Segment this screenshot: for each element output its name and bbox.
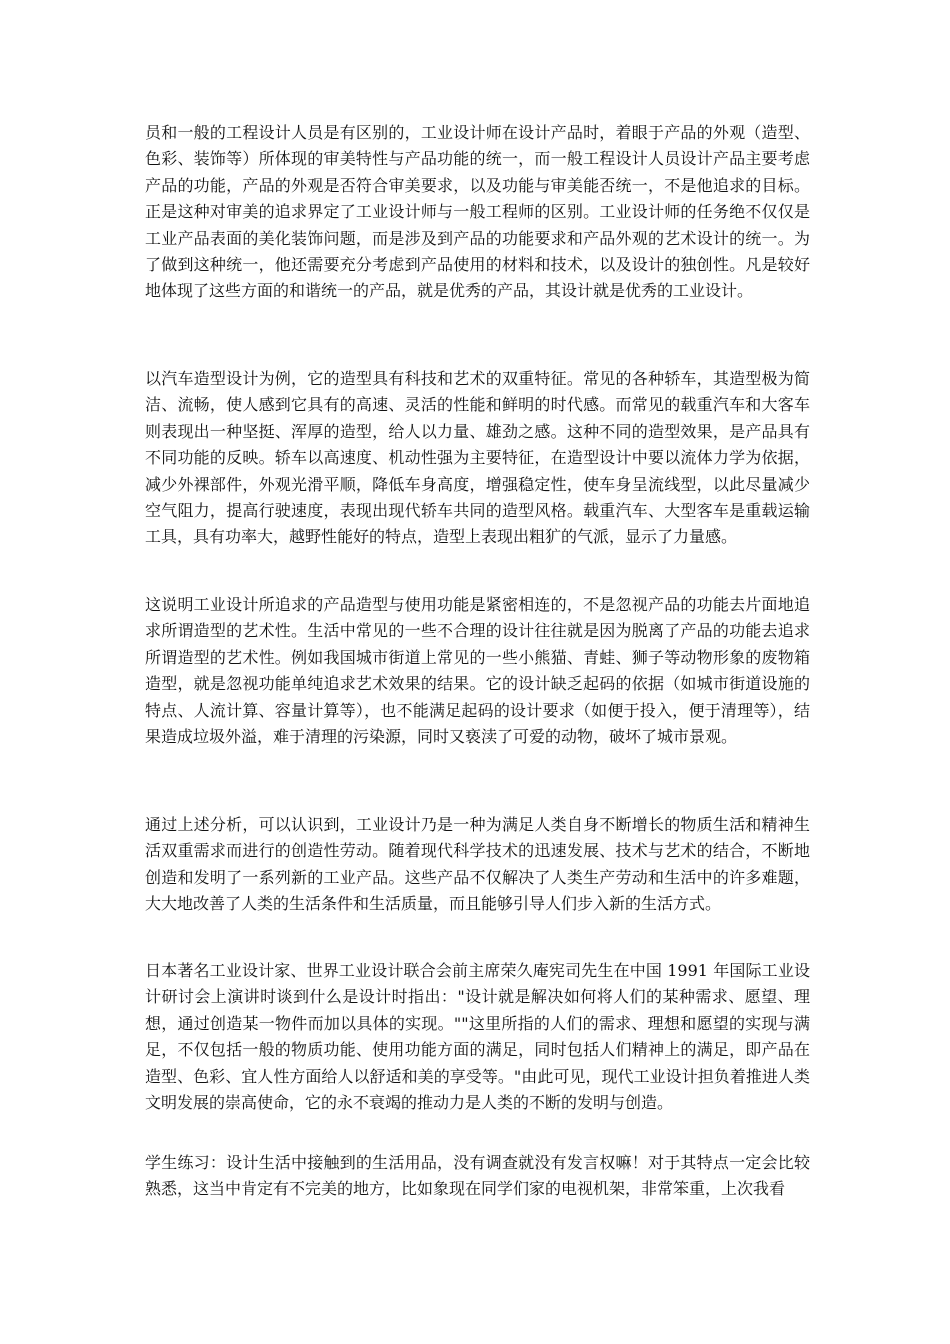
- paragraph-6: 学生练习：设计生活中接触到的生活用品，没有调查就没有发言权嘛！对于其特点一定会比较熟悉，这当中肯定有不完美的地方，比如象现在同学们家的电视机架，非常笨重，上次我看: [145, 1153, 810, 1199]
- paragraph-4: 通过上述分析，可以认识到，工业设计乃是一种为满足人类自身不断增长的物质生活和精神生活双重需求而进行的创造性劳动。随着现代科学技术的迅速发展、技术与艺术的结合，不断地创造和发明了一系列新的工业产品。这些产品不仅解决了人类生产劳动和生活中的许多难题，大大地改善了人类的生活条件和生活质量，而且能够引导人们步入新的生活方式。: [145, 815, 810, 914]
- paragraph-1: 员和一般的工程设计人员是有区别的，工业设计师在设计产品时，着眼于产品的外观（造型、色彩、装饰等）所体现的审美特性与产品功能的统一，而一般工程设计人员设计产品主要考虑产品的功能，产品的外观是否符合审美要求，以及功能与审美能否统一，不是他追求的目标。正是这种对审美的追求界定了工业设计师与一般工程师的区别。工业设计师的任务绝不仅仅是工业产品表面的美化装饰问题，而是涉及到产品的功能要求和产品外观的艺术设计的统一。为了做到这种统一，他还需要充分考虑到产品使用的材料和技术，以及设计的独创性。凡是较好地体现了这些方面的和谐统一的产品，就是优秀的产品，其设计就是优秀的工业设计。: [145, 123, 810, 301]
- paragraph-2: 以汽车造型设计为例，它的造型具有科技和艺术的双重特征。常见的各种轿车，其造型极为简洁、流畅，使人感到它具有的高速、灵活的性能和鲜明的时代感。而常见的载重汽车和大客车则表现出一种坚挺、浑厚的造型，给人以力量、雄劲之感。这种不同的造型效果，是产品具有不同功能的反映。轿车以高速度、机动性强为主要特征，在造型设计中要以流体力学为依据，减少外裸部件，外观光滑平顺，降低车身高度，增强稳定性，使车身呈流线型，以此尽量减少空气阻力，提高行驶速度，表现出现代轿车共同的造型风格。载重汽车、大型客车是重载运输工具，具有功率大，越野性能好的特点，造型上表现出粗犷的气派，显示了力量感。: [145, 369, 810, 547]
- paragraph-3: 这说明工业设计所追求的产品造型与使用功能是紧密相连的，不是忽视产品的功能去片面地追求所谓造型的艺术性。生活中常见的一些不合理的设计往往就是因为脱离了产品的功能去追求所谓造型的艺术性。例如我国城市街道上常见的一些小熊猫、青蛙、狮子等动物形象的废物箱造型，就是忽视功能单纯追求艺术效果的结果。它的设计缺乏起码的依据（如城市街道设施的特点、人流计算、容量计算等），也不能满足起码的设计要求（如便于投入，便于清理等），结果造成垃圾外溢，难于清理的污染源，同时又亵渎了可爱的动物，破坏了城市景观。: [145, 595, 810, 747]
- paragraph-5: 日本著名工业设计家、世界工业设计联合会前主席荣久庵宪司先生在中国 1991 年国际工业设计研讨会上演讲时谈到什么是设计时指出："设计就是解决如何将人们的某种需求、愿望、理想，通过创造某一物件而加以具体的实现。""这里所指的人们的需求、理想和愿望的实现与满足，不仅包括一般的物质功能、使用功能方面的满足，同时包括人们精神上的满足，即产品在造型、色彩、宜人性方面给人以舒适和美的享受等。"由此可见，现代工业设计担负着推进人类文明发展的崇高使命，它的永不衰竭的推动力是人类的不断的发明与创造。: [145, 961, 810, 1113]
